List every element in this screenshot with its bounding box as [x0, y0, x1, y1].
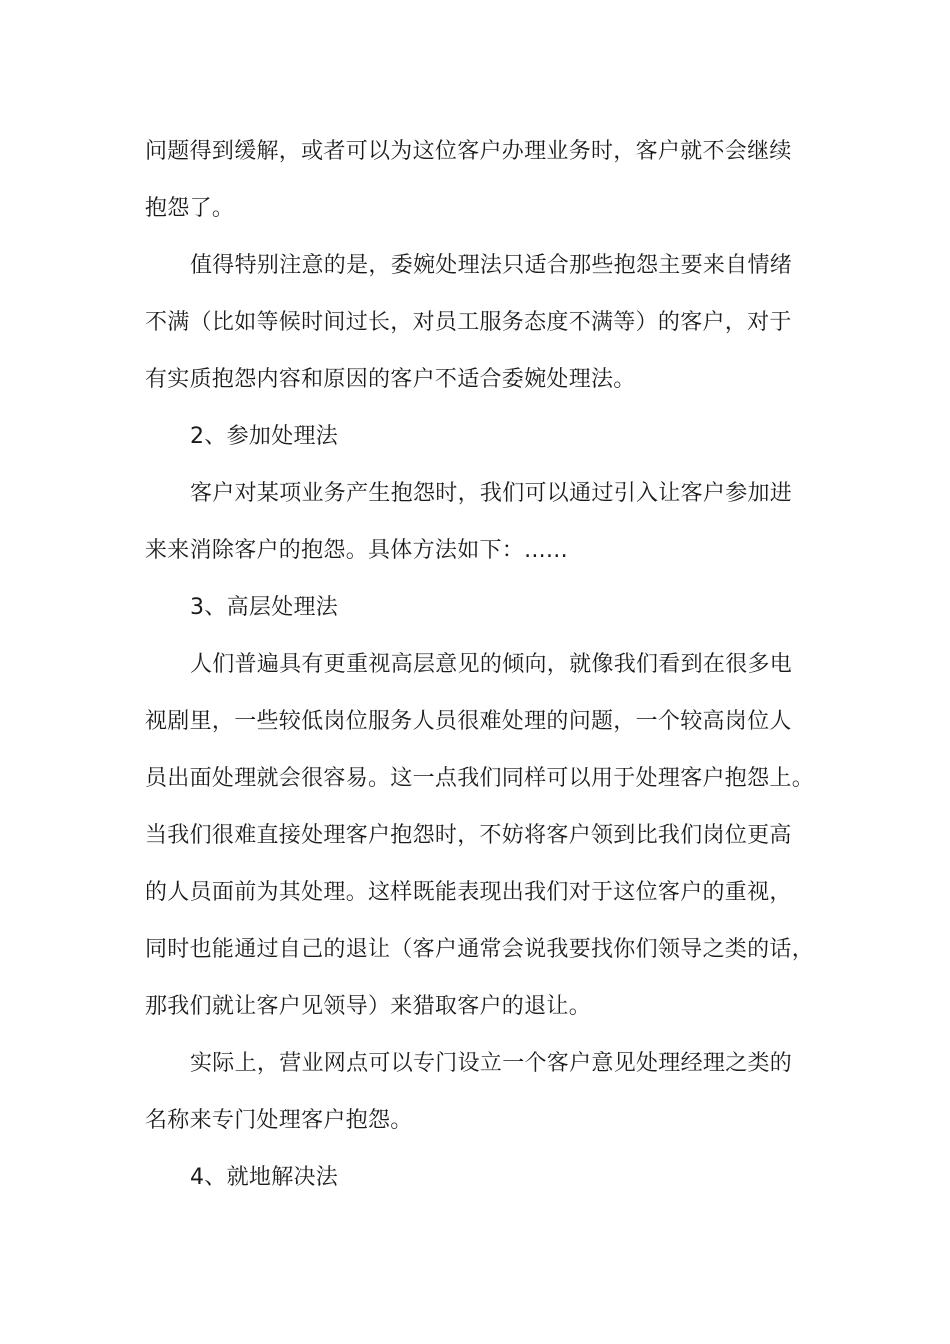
text-line: 的人员面前为其处理。这样既能表现出我们对于这位客户的重视，: [145, 880, 792, 905]
text-line: 名称来专门处理客户抱怨。: [145, 1108, 413, 1133]
text-line: 有实质抱怨内容和原因的客户不适合委婉处理法。: [145, 367, 636, 392]
text-line: 人们普遍具有更重视高层意见的倾向，就像我们看到在很多电: [190, 652, 793, 677]
text-line: 客户对某项业务产生抱怨时，我们可以通过引入让客户参加进: [190, 481, 793, 506]
document-body: [145, 123, 815, 1206]
text-line: 那我们就让客户见领导）来猎取客户的退让。: [145, 994, 592, 1019]
text-line: 视剧里，一些较低岗位服务人员很难处理的问题，一个较高岗位人: [145, 709, 792, 734]
text-line: 4、就地解决法: [190, 1165, 339, 1190]
text-line: 3、高层处理法: [190, 595, 339, 620]
text-line: 员出面处理就会很容易。这一点我们同样可以用于处理客户抱怨上。: [145, 766, 815, 791]
text-line: 当我们很难直接处理客户抱怨时，不妨将客户领到比我们岗位更高: [145, 823, 792, 848]
text-line: 2、参加处理法: [190, 424, 339, 449]
text-line: 不满（比如等候时间过长，对员工服务态度不满等）的客户，对于: [145, 310, 792, 335]
text-line: 值得特别注意的是，委婉处理法只适合那些抱怨主要来自情绪: [190, 253, 793, 278]
text-line: 抱怨了。: [145, 196, 235, 221]
text-line: 问题得到缓解，或者可以为这位客户办理业务时，客户就不会继续: [145, 139, 792, 164]
text-line: 来来消除客户的抱怨。具体方法如下：......: [145, 538, 568, 563]
text-line: 实际上，营业网点可以专门设立一个客户意见处理经理之类的: [190, 1051, 793, 1076]
text-line: 同时也能通过自己的退让（客户通常会说我要找你们领导之类的话，: [145, 937, 815, 962]
